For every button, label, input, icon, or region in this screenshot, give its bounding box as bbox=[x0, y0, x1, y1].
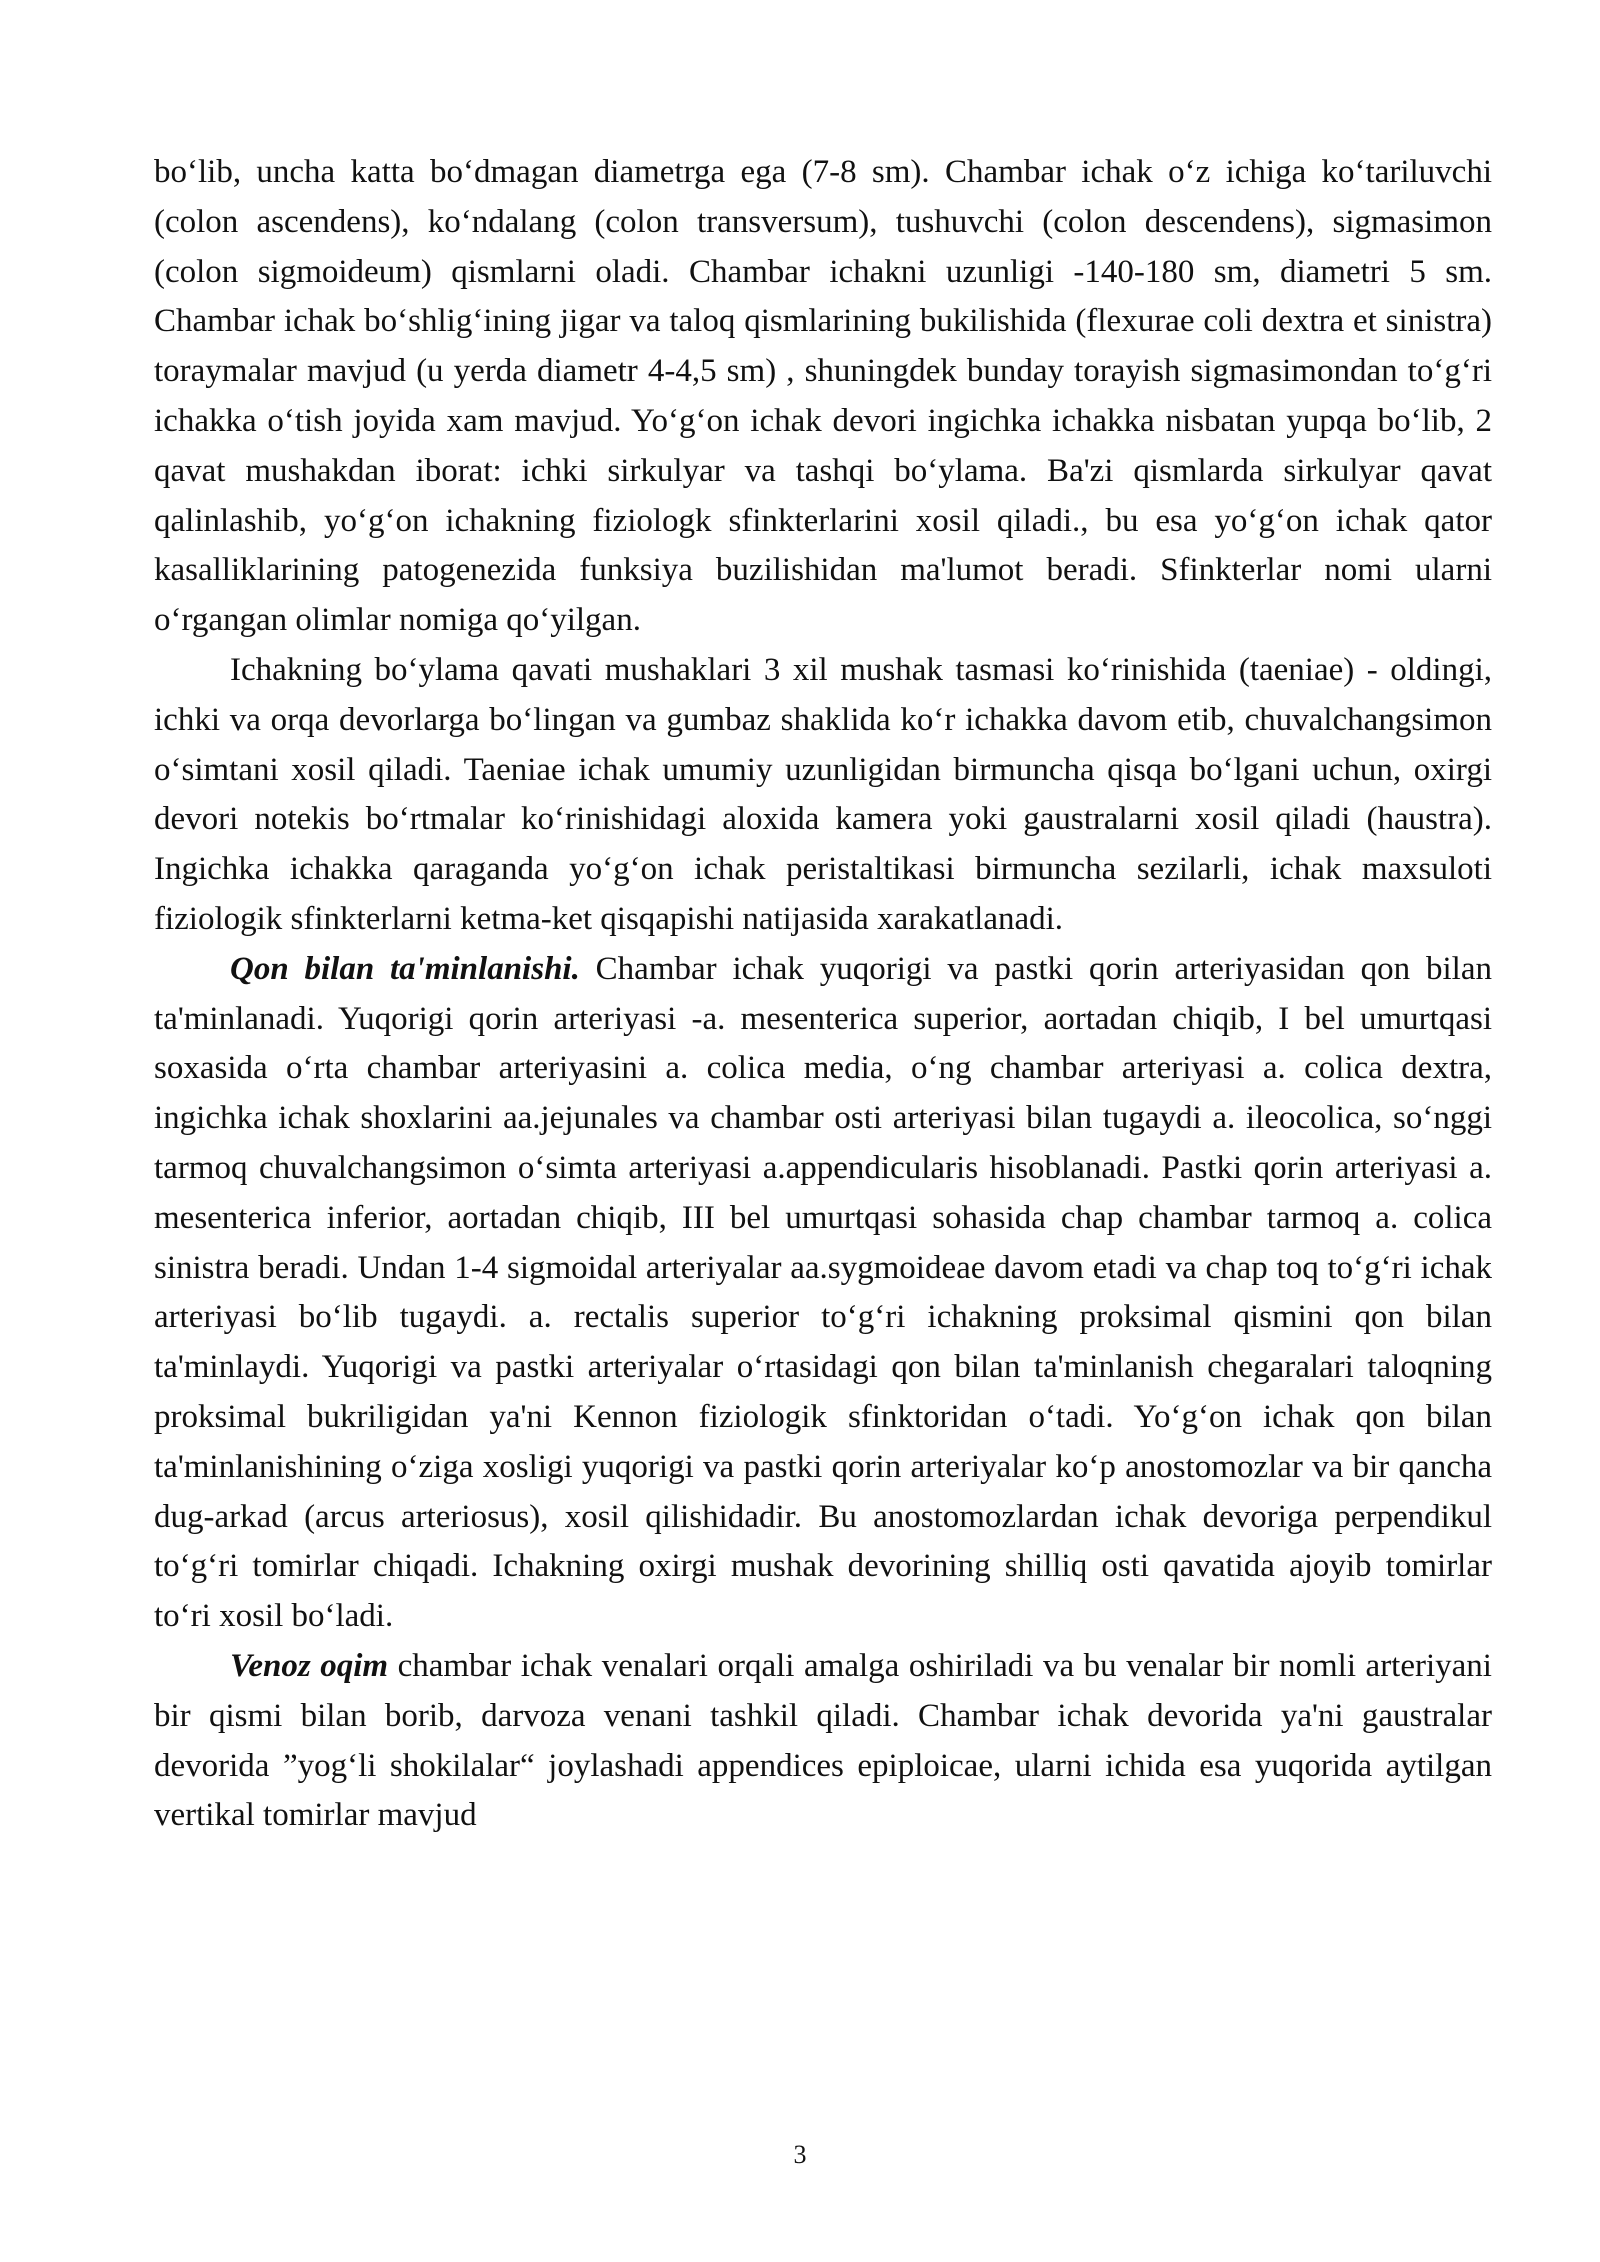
document-body bbox=[154, 148, 1492, 1841]
paragraph-3-text: Chambar ichak yuqorigi va pastki qorin arteriyasidan qon bilan ta'minlanadi. Yuqorigi qorin arteriyasi -a. mesenterica superior, aortadan chiqib, I bel umurtqasi soxasida o‘rta chambar arteriyasini a. colica media, o‘ng chambar arteriyasi a. colica dextra, ingichka ichak shoxlarini aa.jejunales va chambar osti arteriyasi bilan tugaydi a. ileocolica, so‘nggi tarmoq chuvalchangsimon o‘simta arteriyasi a.appendicularis hisoblanadi. Pastki qorin arteriyasi a. mesenterica inferior, aortadan chiqib, III bel umurtqasi sohasida chap chambar tarmoq a. colica sinistra beradi. Undan 1-4 sigmoidal arteriyalar aa.sygmoideae davom etadi va chap toq to‘g‘ri ichak arteriyasi bo‘lib tugaydi. a. rectalis superior to‘g‘ri ichakning proksimal qismini qon bilan ta'minlaydi. Yuqorigi va pastki arteriyalar o‘rtasidagi qon bilan ta'minlanish chegaralari taloqning proksimal bukriligidan ya'ni Kennon fiziologik sfinktoridan o‘tadi. Yo‘g‘on ichak qon bilan ta'minlanishining o‘ziga xosligi yuqorigi va pastki qorin arteriyalar ko‘p anostomozlar va bir qancha dug-arkad (arcus arteriosus), xosil qilishidadir. Bu anostomozlardan ichak devoriga perpendikul to‘g‘ri tomirlar chiqadi. Ichakning oxirgi mushak devorining shilliq osti qavatida ajoyib tomirlar to‘ri xosil bo‘ladi. bbox=[154, 950, 1492, 1635]
paragraph-3 bbox=[154, 945, 1492, 1642]
paragraph-2 bbox=[154, 646, 1492, 945]
paragraph-4-text: chambar ichak venalari orqali amalga oshiriladi va bu venalar bir nomli arteriyani bir qismi bilan borib, darvoza venani tashkil qiladi. Chambar ichak devorida ya'ni gaustralar devorida ”yog‘li shokilalar“ joylashadi appendices epiploicae, ularni ichida esa yuqorida aytilgan vertikal tomirlar mavjud bbox=[154, 1647, 1492, 1834]
paragraph-1 bbox=[154, 148, 1492, 646]
paragraph-1-text: bo‘lib, uncha katta bo‘dmagan diametrga ega (7-8 sm). Chambar ichak o‘z ichiga ko‘tariluvchi (colon ascendens), ko‘ndalang (colon transversum), tushuvchi (colon descendens), sigmasimon (colon sigmoideum) qismlarni oladi. Chambar ichakni uzunligi -140-180 sm, diametri 5 sm. Chambar ichak bo‘shlig‘ining jigar va taloq qismlarining bukilishida (flexurae coli dextra et sinistra) toraymalar mavjud (u yerda diametr 4-4,5 sm) , shuningdek bunday torayish sigmasimondan to‘g‘ri ichakka o‘tish joyida xam mavjud. Yo‘g‘on ichak devori ingichka ichakka nisbatan yupqa bo‘lib, 2 qavat mushakdan iborat: ichki sirkulyar va tashqi bo‘ylama. Ba'zi qismlarda sirkulyar qavat qalinlashib, yo‘g‘on ichakning fiziologk sfinkterlarini xosil qiladi., bu esa yo‘g‘on ichak qator kasalliklarining patogenezida funksiya buzilishidan ma'lumot beradi. Sfinkterlar nomi ularni o‘rgangan olimlar nomiga qo‘yilgan. bbox=[154, 154, 1492, 639]
paragraph-4 bbox=[154, 1642, 1492, 1841]
page-number: 3 bbox=[793, 2140, 807, 2169]
section-heading-blood-supply: Qon bilan ta'minlanishi. bbox=[230, 950, 580, 987]
section-heading-venous-flow: Venoz oqim bbox=[230, 1647, 389, 1684]
paragraph-2-text: Ichakning bo‘ylama qavati mushaklari 3 xil mushak tasmasi ko‘rinishida (taeniae) - oldingi, ichki va orqa devorlarga bo‘lingan va gumbaz shaklida ko‘r ichakka davom etib, chuvalchangsimon o‘simtani xosil qiladi. Taeniae ichak umumiy uzunligidan birmuncha qisqa bo‘lgani uchun, oxirgi devori notekis bo‘rtmalar ko‘rinishidagi aloxida kamera yoki gaustralarni xosil qiladi (haustra). Ingichka ichakka qaraganda yo‘g‘on ichak peristaltikasi birmuncha sezilarli, ichak maxsuloti fiziologik sfinkterlarni ketma-ket qisqapishi natijasida xarakatlanadi. bbox=[154, 651, 1492, 937]
